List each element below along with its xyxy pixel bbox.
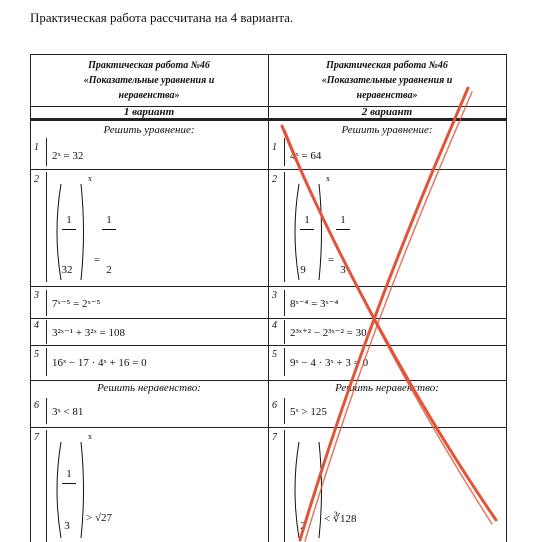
- v1-ineq7-numerator: 1: [66, 468, 72, 480]
- v1-item-number: 3: [34, 290, 39, 301]
- v2-equation-1: 4ˣ = 64: [290, 150, 322, 162]
- v1-equation-4: 3²ˣ⁻¹ + 3²ˣ = 108: [52, 327, 125, 339]
- variant-2-label: 2 вариант: [361, 106, 413, 118]
- v2-ineq7-rhs: < ∛128: [324, 513, 357, 525]
- v1-number-bar: [46, 320, 47, 344]
- v2-eq2-exponent: x: [326, 174, 330, 183]
- v1-equation-5: 16ˣ − 17 · 4ˣ + 16 = 0: [52, 357, 147, 369]
- row-divider-6: [30, 427, 507, 428]
- v1-item-number: 5: [34, 349, 39, 360]
- header-col2-title: Практическая работа №46: [326, 60, 448, 71]
- v2-equation-4: 2³ˣ⁺² − 2³ˣ⁻² = 30: [290, 327, 367, 339]
- v2-number-bar: [284, 172, 285, 282]
- v2-number-bar: [284, 348, 285, 376]
- v1-number-bar: [46, 138, 47, 166]
- v1-ineq7-rhs: > √27: [86, 512, 112, 524]
- v2-ineq7-denominator: 2: [300, 520, 306, 532]
- table-border-top: [30, 54, 507, 55]
- table-border-right: [506, 54, 507, 542]
- v1-ineq7-fraction-line: [62, 483, 76, 484]
- v2-eq2-fraction-line: [300, 229, 314, 230]
- v1-ineq7-exponent: x: [88, 432, 92, 441]
- v2-eq2-equals: =: [327, 254, 335, 266]
- header-col2-sub2: неравенства»: [356, 90, 418, 101]
- row-divider-3: [30, 318, 507, 319]
- header-col2: [268, 58, 506, 103]
- v2-item-number: 6: [272, 400, 277, 411]
- v1-eq2-fraction-line: [62, 229, 76, 230]
- v1-eq2-rhs-denominator: 2: [106, 264, 112, 276]
- v2-eq2-rhs-denominator: 3: [340, 264, 346, 276]
- v2-number-bar: [284, 398, 285, 424]
- v2-equation-5: 9ˣ − 4 · 3ˣ + 3 = 0: [290, 357, 369, 369]
- v2-number-bar: [284, 138, 285, 166]
- section-inequalities-v2: Решить неравенство:: [335, 382, 439, 394]
- v1-number-bar: [46, 348, 47, 376]
- v2-item-number: 7: [272, 432, 277, 443]
- variant-divider: [30, 118, 507, 121]
- v2-item-number: 3: [272, 290, 277, 301]
- v2-equation-3: 8ˣ⁻⁴ = 3ˣ⁻⁴: [290, 298, 339, 310]
- intro-text: Практическая работа рассчитана на 4 варианта.: [30, 10, 294, 25]
- v1-item-number: 1: [34, 142, 39, 153]
- header-col1-sub: «Показательные уравнения и: [83, 75, 215, 86]
- row-divider-2: [30, 286, 507, 287]
- header-col2-sub: «Показательные уравнения и: [321, 75, 453, 86]
- section-equations-v2: Решить уравнение:: [341, 124, 433, 136]
- row-divider-5: [30, 380, 507, 381]
- v1-item-number: 4: [34, 320, 39, 331]
- v2-eq2-numerator: 1: [304, 214, 310, 226]
- header-col1-sub2: неравенства»: [118, 90, 180, 101]
- v2-item-number: 1: [272, 142, 277, 153]
- v1-number-bar: [46, 398, 47, 424]
- section-inequalities-v1: Решить неравенство:: [97, 382, 201, 394]
- v1-eq2-equals: =: [93, 254, 101, 266]
- v1-equation-1: 2ˣ = 32: [52, 150, 84, 162]
- v2-number-bar: [284, 320, 285, 344]
- v1-eq2-rhs-numerator: 1: [106, 214, 112, 226]
- row-divider-4: [30, 345, 507, 346]
- v1-eq2-denominator: 32: [61, 264, 73, 276]
- header-col1: [30, 58, 268, 103]
- v2-number-bar: [284, 430, 285, 542]
- v2-eq2-rhs-line: [336, 229, 350, 230]
- v1-eq2-exponent: x: [88, 174, 92, 183]
- v1-item-number: 6: [34, 400, 39, 411]
- section-equations-v1: Решить уравнение:: [103, 124, 195, 136]
- v1-number-bar: [46, 430, 47, 542]
- row-divider-1: [30, 169, 507, 170]
- v2-eq2-denominator: 9: [300, 264, 306, 276]
- v2-item-number: 4: [272, 320, 277, 331]
- v2-item-number: 5: [272, 349, 277, 360]
- header-col1-title: Практическая работа №46: [88, 60, 210, 71]
- v1-eq2-numerator: 1: [66, 214, 72, 226]
- v2-eq2-rhs-numerator: 1: [340, 214, 346, 226]
- variant-1-label: 1 вариант: [123, 106, 175, 118]
- v2-item-number: 2: [272, 174, 277, 185]
- v1-number-bar: [46, 290, 47, 316]
- v1-number-bar: [46, 172, 47, 282]
- v1-item-number: 2: [34, 174, 39, 185]
- v1-eq2-rhs-line: [102, 229, 116, 230]
- v1-ineq7-denominator: 3: [64, 520, 70, 532]
- v1-item-number: 7: [34, 432, 39, 443]
- v1-inequality-6: 3ˣ < 81: [52, 406, 84, 418]
- v2-number-bar: [284, 290, 285, 316]
- v1-equation-3: 7ˣ⁻⁵ = 2ˣ⁻⁵: [52, 298, 101, 310]
- v2-inequality-6: 5ˣ > 125: [290, 406, 327, 418]
- assignment-table: [30, 54, 507, 542]
